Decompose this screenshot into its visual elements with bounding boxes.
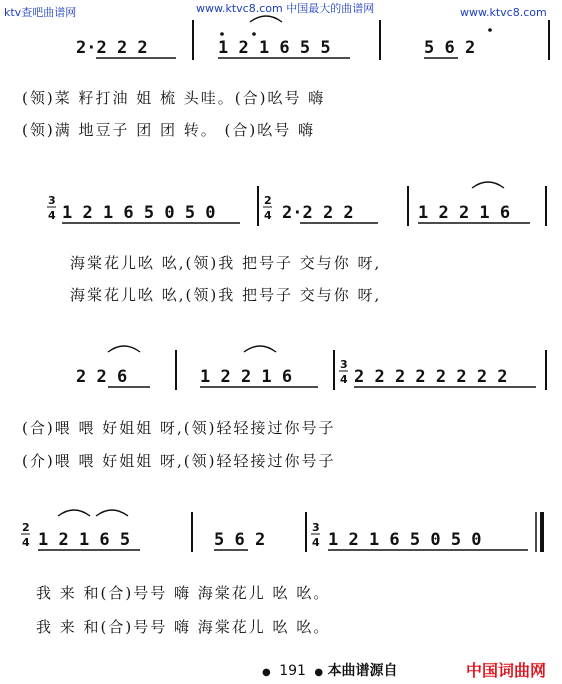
lyric-line: 海棠花儿吆 吆,(领)我 把号子 交与你 呀,: [70, 254, 382, 272]
brand-logo-text: 中国词曲网: [466, 661, 547, 680]
measure-5-notes: 2·2 2 2: [282, 203, 354, 223]
slur: [58, 510, 90, 516]
measure-1-notes: 2·2 2 2: [76, 38, 148, 58]
lyric-line: 我 来 和(合)号号 嗨 海棠花儿 吆 吆。: [36, 584, 331, 602]
slur: [96, 510, 128, 516]
slur: [108, 346, 140, 352]
measure-11-notes: 5 6 2: [214, 530, 266, 550]
slur: [472, 182, 504, 188]
octave-dot: [488, 28, 492, 32]
lyric-line: (领)满 地豆子 团 团 转。 (合)吆号 嗨: [22, 121, 316, 139]
measure-8-notes: 1 2 2 1 6: [200, 367, 293, 387]
page-number: 191: [279, 663, 306, 679]
time-signature-numerator: 2: [264, 194, 272, 207]
measure-3-notes: 5 6 2: [424, 38, 476, 58]
footer: [262, 660, 398, 680]
bullet-icon: ●: [314, 667, 324, 678]
lyric-line: (合)喂 喂 好姐姐 呀,(领)轻轻接过你号子: [22, 419, 336, 437]
time-signature-numerator: 3: [312, 521, 320, 534]
time-signature-numerator: 3: [48, 194, 56, 207]
lyric-line: 海棠花儿吆 吆,(领)我 把号子 交与你 呀,: [70, 286, 382, 304]
measure-9-notes: 2 2 2 2 2 2 2 2: [354, 367, 508, 387]
slur: [244, 346, 276, 352]
score-system-2: [47, 182, 546, 304]
lyric-line: (领)菜 籽打油 姐 梳 头哇。(合)吆号 嗨: [22, 89, 326, 107]
measure-12-notes: 1 2 1 6 5 0 5 0: [328, 530, 482, 550]
time-signature-denominator: 4: [312, 536, 320, 549]
footer-source-text: 本曲谱源自: [327, 663, 398, 679]
time-signature-denominator: 4: [48, 209, 56, 222]
octave-dot: [252, 32, 256, 36]
time-signature-denominator: 4: [264, 209, 272, 222]
slur: [250, 16, 282, 22]
measure-2-notes: 1 2 1 6 5 5: [218, 38, 331, 58]
measure-4-notes: 1 2 1 6 5 0 5 0: [62, 203, 216, 223]
time-signature-denominator: 4: [340, 373, 348, 386]
time-signature-denominator: 4: [22, 536, 30, 549]
time-signature-numerator: 2: [22, 521, 30, 534]
watermark-top-left: ktv查吧曲谱网: [4, 6, 77, 19]
score-system-1: [22, 16, 549, 139]
watermark-top-center: www.ktvc8.com 中国最大的曲谱网: [196, 2, 375, 15]
time-signature-numerator: 3: [340, 358, 348, 371]
measure-7-notes: 2 2 6: [76, 367, 128, 387]
lyric-line: 我 来 和(合)号号 嗨 海棠花儿 吆 吆。: [36, 618, 331, 636]
watermark-top-right: www.ktvc8.com: [460, 6, 547, 19]
score-system-4: [21, 510, 542, 636]
score-system-3: [22, 346, 546, 470]
bullet-icon: ●: [262, 667, 271, 678]
measure-6-notes: 1 2 2 1 6: [418, 203, 511, 223]
measure-10-notes: 1 2 1 6 5: [38, 530, 131, 550]
lyric-line: (介)喂 喂 好姐姐 呀,(领)轻轻接过你号子: [22, 452, 336, 470]
octave-dot: [220, 32, 224, 36]
